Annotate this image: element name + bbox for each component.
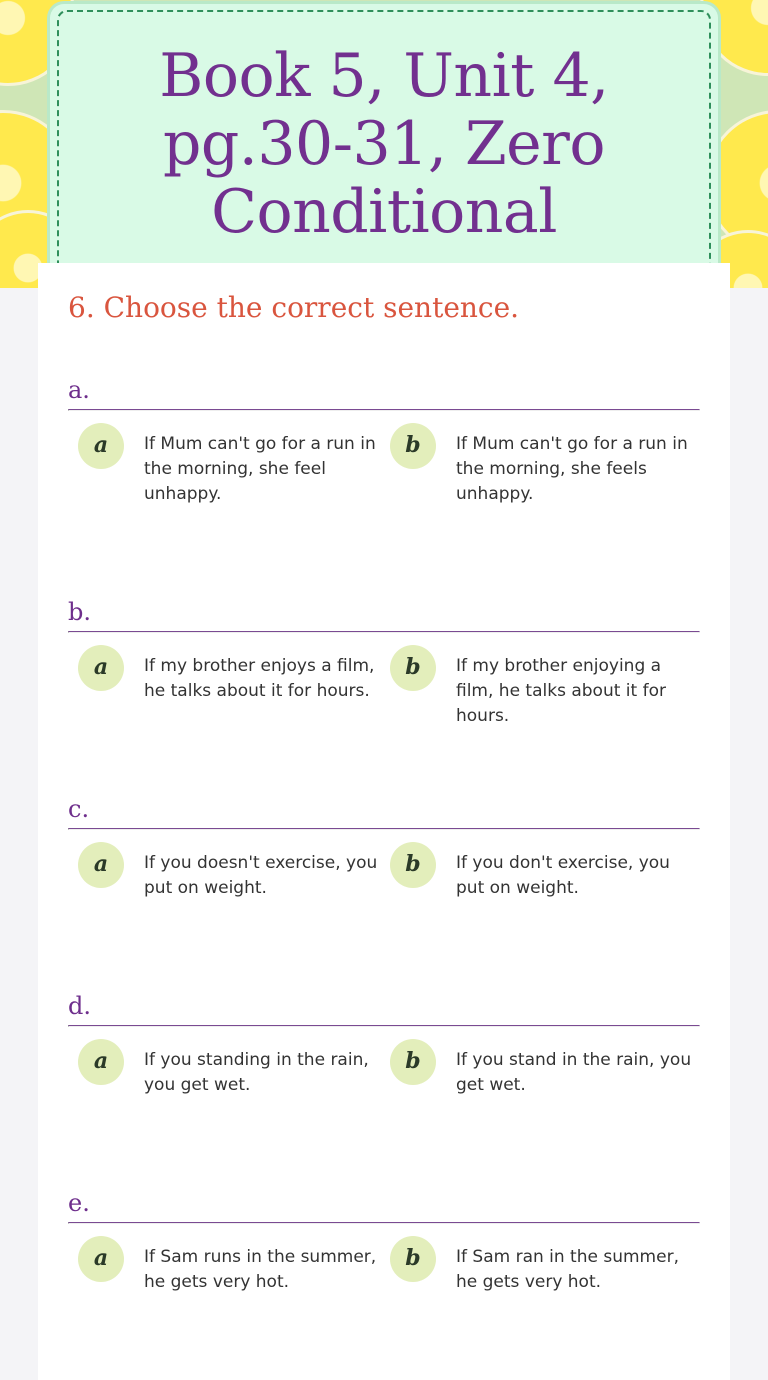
question-label: a. (68, 376, 90, 404)
option-text[interactable]: If Sam runs in the summer, he gets very hot. (144, 1247, 377, 1292)
question-e (68, 1184, 700, 1292)
question-divider (68, 828, 700, 830)
option-letter-badge[interactable]: b (390, 842, 436, 888)
option-letter-badge[interactable]: a (78, 423, 124, 469)
exercise-instruction: 6. Choose the correct sentence. (68, 291, 520, 324)
question-label: b. (68, 598, 91, 626)
question-divider (68, 631, 700, 633)
question-d (68, 987, 700, 1095)
option-letter-badge[interactable]: a (78, 1236, 124, 1282)
option-text[interactable]: If Sam ran in the summer, he gets very hot. (456, 1247, 679, 1292)
option-letter-badge[interactable]: b (390, 645, 436, 691)
option-letter-badge[interactable]: b (390, 1236, 436, 1282)
option-letter-badge[interactable]: b (390, 423, 436, 469)
header-card (50, 4, 718, 304)
option-text[interactable]: If you stand in the rain, you get wet. (456, 1050, 692, 1095)
option-text[interactable]: If my brother enjoys a film, he talks about it for hours. (144, 656, 375, 701)
option-text[interactable]: If you standing in the rain, you get wet. (144, 1050, 369, 1095)
option-text[interactable]: If Mum can't go for a run in the morning, she feels unhappy. (456, 434, 688, 504)
option-text[interactable]: If you don't exercise, you put on weight. (456, 853, 670, 898)
question-b (68, 593, 700, 726)
question-label: c. (68, 795, 90, 823)
question-c (68, 790, 700, 898)
page-title: Book 5, Unit 4, pg.30-31, Zero Conditional (159, 41, 609, 247)
worksheet (38, 263, 730, 1380)
question-divider (68, 409, 700, 411)
option-letter-badge[interactable]: a (78, 645, 124, 691)
question-a (68, 371, 700, 504)
question-divider (68, 1222, 700, 1224)
question-label: e. (68, 1189, 90, 1217)
question-divider (68, 1025, 700, 1027)
option-letter-badge[interactable]: a (78, 1039, 124, 1085)
option-letter-badge[interactable]: b (390, 1039, 436, 1085)
option-text[interactable]: If my brother enjoying a film, he talks about it for hours. (456, 656, 666, 726)
option-letter-badge[interactable]: a (78, 842, 124, 888)
question-label: d. (68, 992, 91, 1020)
option-text[interactable]: If you doesn't exercise, you put on weight. (144, 853, 378, 898)
option-text[interactable]: If Mum can't go for a run in the morning, she feel unhappy. (144, 434, 376, 504)
